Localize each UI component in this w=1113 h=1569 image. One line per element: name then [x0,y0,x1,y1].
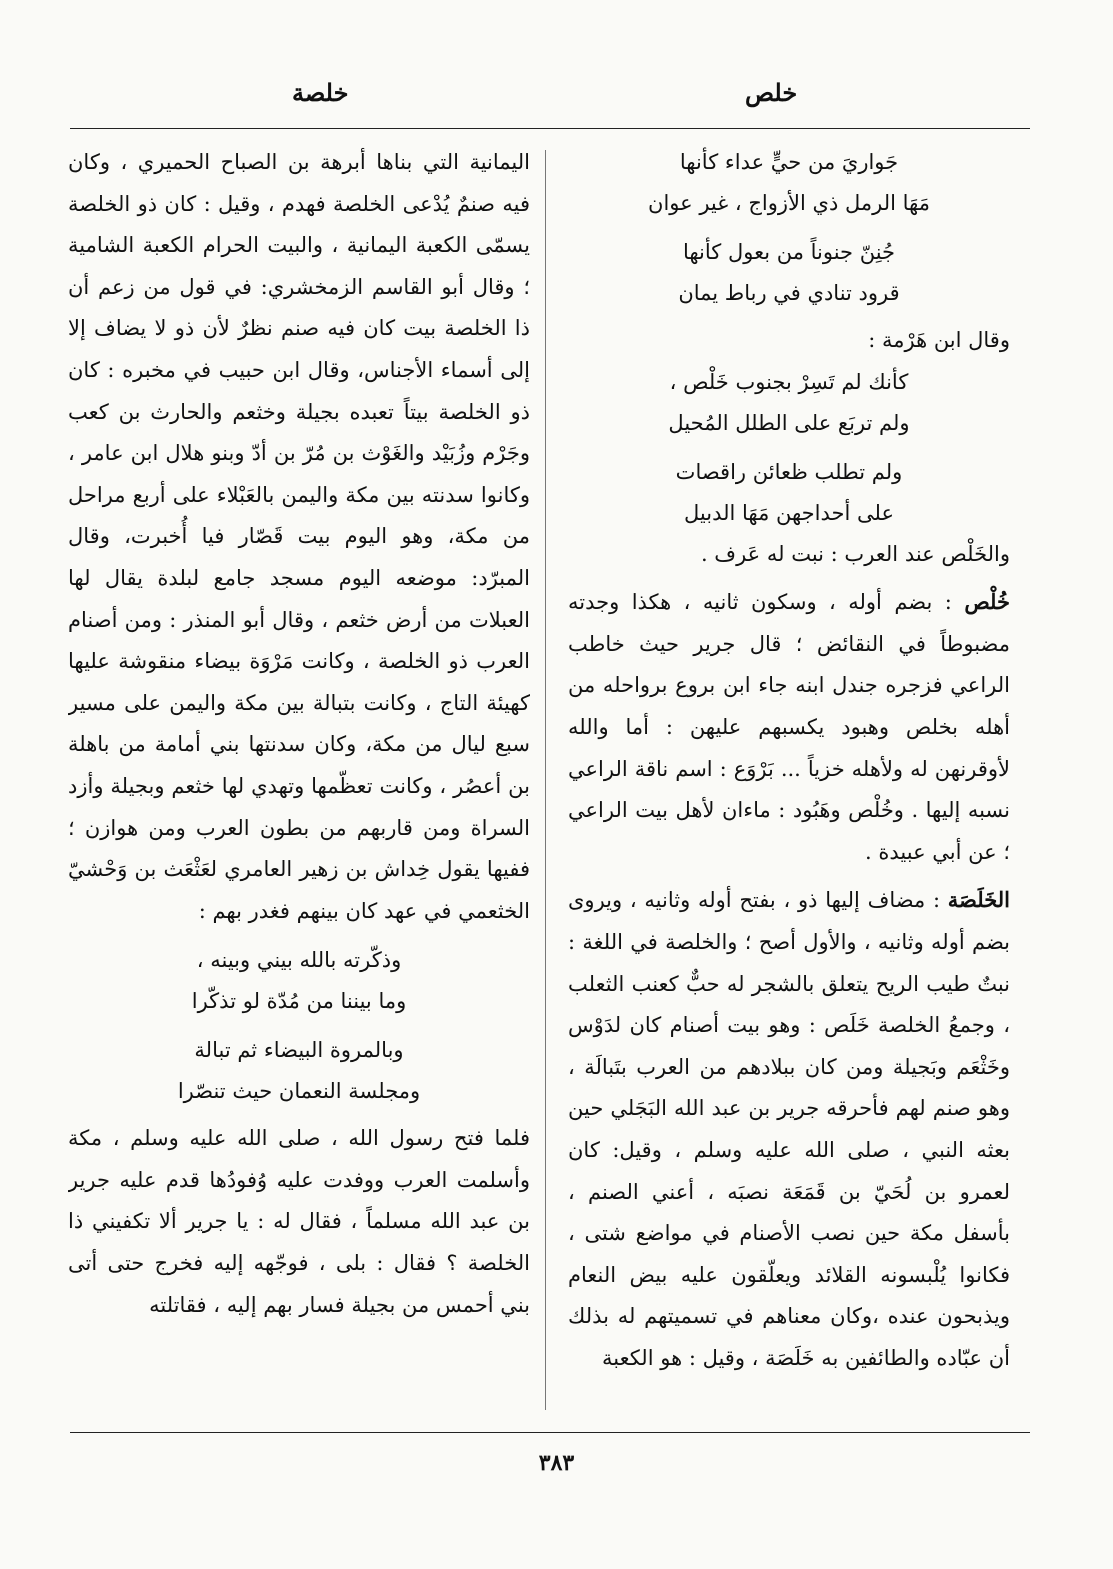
verse-line: وما بيننا من مُدّة لو تذكّرا [191,989,407,1014]
note-line: والخَلْص عند العرب : نبت له عَرف . [700,541,1010,566]
column-divider [545,150,546,1410]
left-column [68,142,530,1412]
page-number: ٣٨٣ [538,1450,575,1476]
verse-line: ولم تربَع على الطلل المُحيل [668,410,910,435]
entry-text: : بضم أوله ، وسكون ثانيه ، هكذا وجدته مضبوطاً في النقائض ؛ قال جرير حيث خاطب الراعي فزجره جندل ابنه جاء ابن بروع برواحله من أهله بخلص وهبود يكسبهم عليهن : أما والله لأوقرنهن له ولأهله خزياً ... بَرْوَع : اسم ناقة الراعي نسبه إليها . وخُلْص وهَبُود : ماءان لأهل بيت الراعي ؛ عن أبي عبيدة . [568,590,1010,864]
right-column [568,142,1010,1412]
paragraph: فلما فتح رسول الله ، صلى الله عليه وسلم ، مكة وأسلمت العرب ووفدت عليه وُفودُها قدم عليه جرير بن عبد الله مسلماً ، فقال له : يا جرير ألا تكفيني ذا الخلصة ؟ فقال : بلى ، فوجّهه إليه فخرج حتى أتى بني أحمس من بجيلة فسار بهم إليه ، فقاتلته [68,1126,530,1317]
verse-line: جَواريَ من حيٍّ عداء كأنها [679,150,899,174]
entry-khuls [568,581,1010,873]
verse-line: ومجلسة النعمان حيث تنصّرا [177,1079,421,1104]
intro-line: وقال ابن هَرْمة : [868,328,1010,352]
verse-line: على أحداجهن مَهَا الدبيل [684,500,894,525]
entry-text: : مضاف إليها ذو ، بفتح أوله وثانيه ، ويروى بضم أوله وثانيه ، والأول أصح ؛ والخلصة في اللغة : نبتٌ طيب الريح يتعلق بالشجر له حبٌّ كعنب الثعلب ، وجمعُ الخلصة خَلَص : وهو بيت أصنام كان لدَوْس وخَثْعَم وبَجيلة ومن كان ببلادهم من العرب بتَبالَة ، وهو صنم لهم فأحرقه جرير بن عبد الله البَجَلي حين بعثه النبي ، صلى الله عليه وسلم ، وقيل: كان لعمرو بن لُحَيّ بن قَمَعَة نصبَه ، أعني الصنم ، بأسفل مكة حين نصب الأصنام في مواضع شتى ، فكانوا يُلْبسونه القلائد ويعلّقون عليه بيض النعام ويذبحون عنده ،وكان معناهم في تسميتهم له بذلك أن عبّاده والطائفين به خَلَصَة ، وقيل : هو الكعبة [568,888,1010,1370]
entry-headword: الخَلَصَة [947,887,1010,913]
verse-line: وذكّرته بالله بيني وبينه ، [196,948,402,973]
verse-line: قرود تنادي في رباط يمان [678,281,900,305]
bottom-rule [70,1432,1030,1433]
entry-headword: خُلْص [964,589,1010,615]
verse-line: مَهَا الرمل ذي الأزواج ، غير عوان [648,191,930,215]
verse-line: جُنِنّ جنوناً من بعول كأنها [682,240,896,264]
verse-line: كأنك لم تَسِرْ بجنوب خَلْص ، [669,369,909,394]
entry-khalasa [568,879,1010,1379]
header-right-word: خلص [745,78,798,107]
top-rule [70,128,1030,129]
verse-line: وبالمروة البيضاء ثم تبالة [194,1038,404,1063]
header-left-word: خلصة [292,78,349,107]
paragraph: اليمانية التي بناها أبرهة بن الصباح الحميري ، وكان فيه صنمٌ يُدْعى الخلصة فهدم ، وقيل : كان ذو الخلصة يسمّى الكعبة اليمانية ، والبيت الحرام الكعبة الشامية ؛ وقال أبو القاسم الزمخشري: في قول من زعم أن ذا الخلصة بيت كان فيه صنم نظرٌ لأن ذو لا يضاف إلا إلى أسماء الأجناس، وقال ابن حبيب في مخبره : كان ذو الخلصة بيتاً تعبده بجيلة وخثعم والحارث بن كعب وجَرْم وزُبَيْد والغَوْث بن مُرّ بن أدّ وبنو هلال ابن عامر ، وكانوا سدنته بين مكة واليمن بالعَبْلاء على أربع مراحل من مكة، وهو اليوم بيت قَصّار فيا أُخبرت، وقال المبرّد: موضعه اليوم مسجد جامع لبلدة يقال لها العبلات من أرض خثعم ، وقال أبو المنذر : ومن أصنام العرب ذو الخلصة ، وكانت مَرْوَة بيضاء منقوشة عليها كهيئة التاج ، وكانت بتبالة بين مكة واليمن على مسير سبع ليال من مكة، وكان سدنتها بني أمامة من باهلة بن أعصُر ، وكانت تعظّمها وتهدي لها خثعم وبجيلة وأزد السراة ومن قاربهم من بطون العرب ومن هوازن ؛ ففيها يقول خِداش بن زهير العامري لعَثْعَث بن وَحْشيّ الخثعمي في عهد كان بينهم فغدر بهم : [68,150,530,923]
verse-line: ولم تطلب ظعائن راقصات [675,459,903,484]
